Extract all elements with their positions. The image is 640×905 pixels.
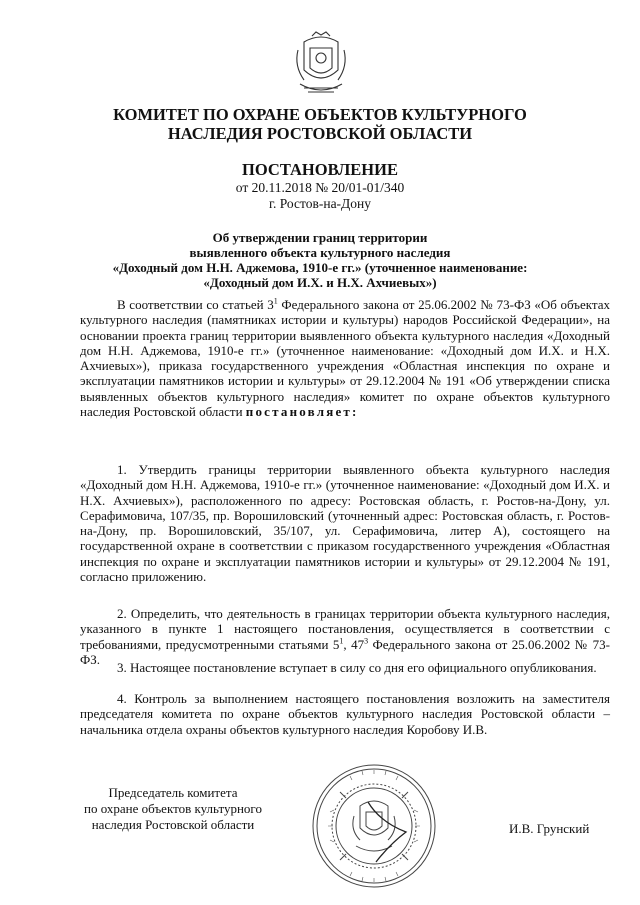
document-date-number: от 20.11.2018 № 20/01-01/340 bbox=[235, 180, 405, 195]
signatory-title bbox=[78, 785, 268, 833]
subject-line1: Об утверждении границ территории bbox=[212, 230, 428, 245]
signatory-name: И.В. Грунский bbox=[509, 821, 590, 836]
subject-line4: «Доходный дом И.Х. и Н.Х. Ахчиевых») bbox=[203, 275, 437, 290]
official-seal-icon bbox=[310, 762, 438, 890]
preamble-decides: постановляет: bbox=[245, 404, 359, 420]
item-2-paragraph bbox=[80, 606, 610, 667]
item-4-paragraph bbox=[80, 691, 610, 737]
document-subject bbox=[70, 230, 570, 290]
preamble-text-b: Федерального закона от 25.06.2002 № 73-ФЗ «Об объектах культурного наследия (памятниках истории и культуры) народов Российской Федерации», на основании проекта границ территории выявленного объекта культурного наследия «Доходный дом Н.Н. Аджемова, 1910-е гг.» (уточненное наименование: «Доходный дом И.Х. и Н.Х. Ахчиевых»), приказа государственного учреждения «Областная инспекция по охране и эксплуатации памятников истории и культуры» от 29.12.2004 № 191 «Об утверждении списка выявленных объектов культурного наследия» комитет по охране объектов культурного наследия Ростовской области bbox=[80, 297, 611, 420]
subject-line2: выявленного объекта культурного наследия bbox=[189, 245, 451, 260]
preamble-paragraph bbox=[80, 297, 610, 419]
preamble-superscript: 1 bbox=[273, 296, 278, 306]
committee-name bbox=[60, 105, 580, 143]
coat-of-arms-icon bbox=[290, 30, 352, 98]
subject-line3: «Доходный дом Н.Н. Аджемова, 1910-е гг.» (уточненное наименование: bbox=[112, 260, 528, 275]
committee-name-line1: КОМИТЕТ ПО ОХРАНЕ ОБЪЕКТОВ КУЛЬТУРНОГО bbox=[113, 105, 527, 124]
document-city: г. Ростов-на-Дону bbox=[268, 196, 371, 211]
signatory-title-line2: по охране объектов культурного bbox=[84, 801, 262, 816]
item-4-text: 4. Контроль за выполнением настоящего постановления возложить на заместителя председателя комитета по охране объектов культурного наследия Ростовской области – начальника отдела охраны объектов культурного наследия Коробову И.В. bbox=[80, 691, 610, 737]
item-2-text-a: 2. Определить, что деятельность в границах территории объекта культурного наследия, указанного в пункте 1 настоящего постановления, осуществляется в соответствии с требованиями, предусмотренными статьями 5 bbox=[80, 606, 610, 652]
document-type: ПОСТАНОВЛЕНИЕ bbox=[242, 160, 398, 179]
item-2-sup1: 1 bbox=[339, 636, 344, 646]
item-2-text-c: Федерального закона от 25.06.2002 № 73-ФЗ. bbox=[80, 636, 611, 667]
item-3-text: 3. Настоящее постановление вступает в силу со дня его официального опубликования. bbox=[117, 660, 597, 675]
signatory-title-line1: Председатель комитета bbox=[108, 785, 238, 800]
item-2-text-b: , 47 bbox=[343, 636, 365, 652]
signatory-title-line3: наследия Ростовской области bbox=[91, 817, 255, 832]
preamble-text-a: В соответствии со статьей 3 bbox=[117, 297, 274, 312]
item-1-text: 1. Утвердить границы территории выявленного объекта культурного наследия «Доходный дом Н.Н. Аджемова, 1910-е гг.» (уточненное наименование: «Доходный дом И.Х. и Н.Х. Ахчиевых»), расположенного по адресу: Ростовская область, г. Ростов-на-Дону, ул. Серафимовича, 107/35, пр. Ворошиловский (уточненный адрес: Ростовская область, г. Ростов-на-Дону, пр. Ворошиловский, 35/107, ул. Серафимовича, литер А), состоящего на государственной охране в соответствии с приказом государственного учреждения «Областная инспекция по охране и эксплуатации памятников истории и культуры» от 29.12.2004 № 191, согласно приложению. bbox=[80, 462, 610, 585]
committee-name-line2: НАСЛЕДИЯ РОСТОВСКОЙ ОБЛАСТИ bbox=[167, 124, 473, 143]
item-2-sup2: 3 bbox=[364, 636, 369, 646]
item-3-paragraph bbox=[80, 660, 610, 675]
item-1-paragraph bbox=[80, 462, 610, 584]
